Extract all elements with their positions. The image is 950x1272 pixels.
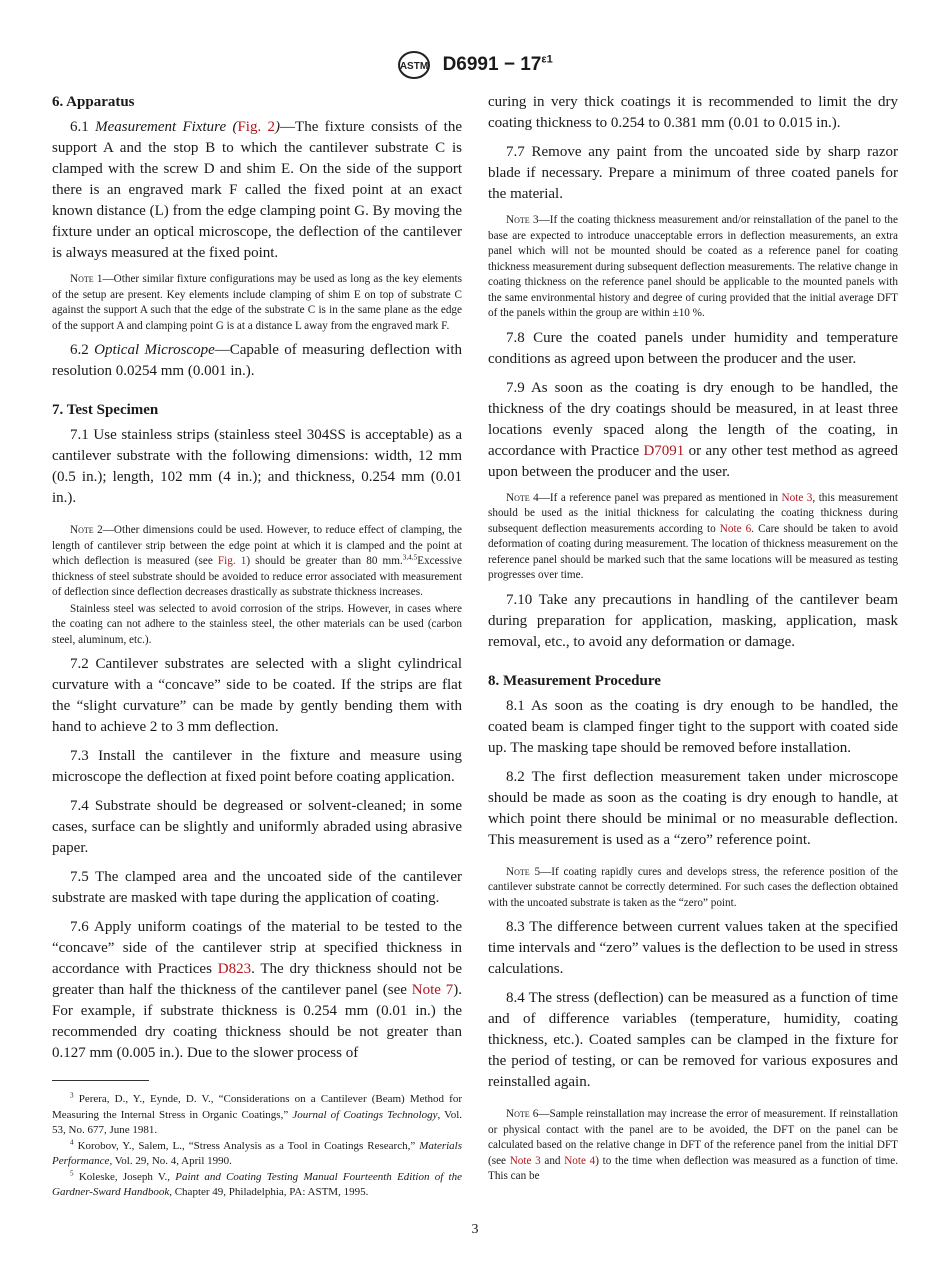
cross-reference-link[interactable]: Note 7 bbox=[411, 982, 454, 998]
paragraph bbox=[52, 117, 462, 264]
paragraph bbox=[52, 867, 462, 909]
cross-reference-link[interactable]: Fig. 2 bbox=[237, 119, 276, 135]
text: 1—Other similar fixture configurations may be used as long as the key elements of the setup are present. Key elements include clamping of shim E on top of substrate C against the support A such that the edge of the substrate C is in the same plane as the edge of the support A and clamping point G is at a distance L away from the engraved mark F. bbox=[52, 273, 462, 332]
heading bbox=[52, 92, 462, 113]
text: 6. Apparatus bbox=[52, 94, 135, 110]
text: Korobov, Y., Salem, L., “Stress Analysis as a Tool in Coatings Research,” bbox=[73, 1139, 420, 1152]
italic-text: Paint and Coating Testing Manual Fourteenth Edition of the Gardner-Sward Handbook bbox=[52, 1170, 462, 1198]
paragraph bbox=[488, 92, 898, 134]
note bbox=[52, 523, 462, 601]
text: 6.1 bbox=[70, 119, 96, 135]
text: 7.3 Install the cantilever in the fixture and measure using microscope the deflection at fixed point before coating application. bbox=[52, 748, 462, 785]
text: 6.2 bbox=[70, 342, 95, 358]
footnote bbox=[52, 1139, 462, 1170]
text: 7.2 Cantilever substrates are selected with a slight cylindrical curvature with a “concave” side to be coated. If the strips are flat the “slight curvature” can be made by gently bending them with hand to achieve 2 to 3 mm deflection. bbox=[52, 656, 462, 735]
text: . The dry thickness should not be greater than half the thickness of the cantilever panel (see bbox=[52, 961, 462, 998]
paragraph bbox=[52, 796, 462, 859]
astm-logo bbox=[397, 50, 431, 80]
cross-reference-link[interactable]: Note 3 bbox=[509, 1154, 541, 1167]
text: , Vol. 29, No. 4, April 1990. bbox=[109, 1155, 232, 1167]
paragraph bbox=[488, 988, 898, 1093]
note-label: Note bbox=[506, 1108, 530, 1120]
note bbox=[488, 865, 898, 912]
designation: D6991 − 17 bbox=[442, 54, 542, 76]
note-label: Note bbox=[506, 865, 530, 878]
cross-reference-link[interactable]: D7091 bbox=[643, 442, 685, 459]
text: 8.1 As soon as the coating is dry enough to be handled, the coated beam is clamped finger tight to the support with coated side up. The masking tape should be removed before installation. bbox=[488, 697, 898, 756]
paragraph bbox=[488, 767, 898, 851]
paragraph bbox=[52, 425, 462, 509]
text: 8.2 The first deflection measurement taken under microscope should be made as soon as the coating is dry enough to handle, at which point there should be minimal or no measurable deflection. This measurement is used as a “zero” reference point. bbox=[488, 768, 898, 848]
text: ). For example, if substrate thickness is 0.254 mm (0.01 in.) the recommended dry coating thickness should be not greater than 0.127 mm (0.005 in.). Due to the slower process of bbox=[52, 982, 462, 1061]
note-label: Note bbox=[506, 491, 530, 504]
text: 7.4 Substrate should be degreased or solvent-cleaned; in some cases, surface can be slightly and uniformly abraded using abrasive paper. bbox=[52, 798, 462, 856]
text: , Chapter 49, Philadelphia, PA: ASTM, 1995. bbox=[169, 1186, 369, 1198]
paragraph bbox=[488, 917, 898, 980]
right-column bbox=[488, 92, 898, 1191]
text: . Care should be taken to avoid deformation of coating during measurement. The location of thickness measurement on the reference panel should be marked such that the same locations will be measured as testing progresses over time. bbox=[488, 522, 898, 581]
text: 7.9 As soon as the coating is dry enough to be handled, the thickness of the dry coatings should be measured, in at least three locations evenly spaced along the length of the coating, in accordance with Practice bbox=[488, 379, 898, 459]
text: 7.6 Apply uniform coatings of the material to be tested to the “concave” side of the cantilever strip at specified thickness in accordance with Practices bbox=[52, 919, 462, 977]
heading bbox=[52, 400, 462, 421]
footnote-divider bbox=[52, 1080, 149, 1081]
cross-reference-link[interactable]: D823 bbox=[217, 961, 252, 977]
text: —The fixture consists of the support A and the stop B to which the cantilever substrate C is clamped with the screw D and shim E. On the side of the support there is an engraved mark F called the fixed point at an exact known distance (L) from the edge clamping point G. By moving the fixture under an optical microscope, the deflection of the cantilever is always measured at the fixed point. bbox=[52, 119, 462, 261]
text: Stainless steel was selected to avoid corrosion of the strips. However, in cases where the coating can not adhere to the stainless steel, the other materials can be used (carbon steel, aluminum, etc.). bbox=[52, 602, 462, 646]
text: 7.10 Take any precautions in handling of the cantilever beam during preparation for application, masking, application, mask removal, etc., to avoid any deformation or damage. bbox=[488, 591, 898, 650]
superscript: 3,4,5 bbox=[402, 553, 418, 562]
text: , this measurement should be used as the initial thickness for calculating the coating thickness during subsequent deflection measurements according to bbox=[488, 491, 899, 535]
text: Excessive thickness of steel substrate should be avoided to reduce error associated with measurement of deflection since deflection decreases drastically as substrate thickness increases. bbox=[52, 555, 462, 598]
cross-reference-link[interactable]: Note 4 bbox=[564, 1154, 596, 1167]
footnote bbox=[52, 1170, 462, 1201]
italic-text: Optical Microscope bbox=[94, 342, 215, 358]
paragraph bbox=[488, 142, 898, 205]
text: or any other test method as agreed upon between the producer and the user. bbox=[488, 442, 898, 480]
note bbox=[488, 213, 898, 322]
text: , Vol. 53, No. 677, June 1981. bbox=[52, 1108, 462, 1136]
paragraph bbox=[488, 378, 898, 483]
italic-text: Materials Performance bbox=[52, 1139, 462, 1167]
text: and bbox=[540, 1154, 565, 1167]
text: curing in very thick coatings it is recommended to limit the dry coating thickness to 0.254 to 0.381 mm (0.01 to 0.015 in.). bbox=[488, 94, 898, 131]
note bbox=[52, 602, 462, 649]
svg-text:ASTM: ASTM bbox=[400, 61, 429, 72]
paragraph bbox=[488, 328, 898, 370]
text: 2—Other dimensions could be used. However, to reduce effect of clamping, the length of cantilever strip between the edge point at which it is clamped and the point at which deflection is measured (see bbox=[52, 524, 462, 567]
text: 7. Test Specimen bbox=[52, 402, 159, 418]
note bbox=[488, 1107, 898, 1185]
text: 6—Sample reinstallation may increase the error of measurement. If reinstallation or physical contact with the panel are to be avoided, the DFT on the panel can be calculated based on the relative change in DFT of the reference panel from the initial DFT (see bbox=[488, 1108, 898, 1167]
superscript: 3 bbox=[70, 1091, 74, 1100]
note-label: Note bbox=[70, 524, 94, 536]
text: 8. Measurement Procedure bbox=[488, 672, 661, 689]
italic-text: ) bbox=[275, 119, 281, 135]
document-header bbox=[0, 50, 950, 80]
text: 8.4 The stress (deflection) can be measured as a function of time and of difference variables (temperature, humidity, coating thickness, etc.). Coated samples can be clamped in the fixture for the period of testing, or can be removed for various exposures and reinstalled again. bbox=[488, 990, 898, 1090]
italic-text: Journal of Coatings Technology bbox=[292, 1108, 438, 1121]
epsilon-superscript: ε1 bbox=[541, 53, 553, 66]
italic-text: Measurement Fixture ( bbox=[95, 119, 238, 135]
paragraph bbox=[52, 654, 462, 738]
note bbox=[52, 272, 462, 334]
text: 7.7 Remove any paint from the uncoated side by sharp razor blade if necessary. Prepare a minimum of three coated panels for the material. bbox=[488, 144, 898, 202]
text: 7.5 The clamped area and the uncoated side of the cantilever substrate are masked with tape during the application of coating. bbox=[52, 869, 462, 906]
paragraph bbox=[488, 696, 898, 759]
footnote bbox=[52, 1092, 462, 1139]
text: —Capable of measuring deflection with resolution 0.0254 mm (0.001 in.). bbox=[52, 342, 463, 379]
page-number: 3 bbox=[471, 1222, 479, 1237]
left-column bbox=[52, 92, 462, 1072]
superscript: 5 bbox=[70, 1168, 74, 1177]
text: 4—If a reference panel was prepared as mentioned in bbox=[529, 491, 782, 504]
text: 7.8 Cure the coated panels under humidity and temperature conditions as agreed upon between the producer and the user. bbox=[488, 329, 898, 367]
text: 3—If the coating thickness measurement and/or reinstallation of the panel to the base are expected to introduce unacceptable errors in deflection measurements, an extra panel which will not be mounted should be coated as a reference panel for coating thickness measurement during subsequent deflection measurements. The relative change in coating thickness on the reference panel should be applicable to the mounted panels with the same environmental history and degree of curing provided that the initial average DFT of the panels within the group are within ±10 %. bbox=[488, 214, 898, 319]
text: 7.1 Use stainless strips (stainless steel 304SS is acceptable) as a cantilever substrate with the following dimensions: width, 12 mm (0.5 in.); length, 102 mm (4 in.); and thickness, 0.254 mm (0.01 in.). bbox=[52, 427, 462, 506]
paragraph bbox=[488, 590, 898, 653]
text: 8.3 The difference between current values taken at the specified time intervals and “zero” values is the deflection to be used in stress calculations. bbox=[488, 919, 898, 977]
cross-reference-link[interactable]: Note 6 bbox=[719, 522, 752, 535]
note bbox=[488, 491, 898, 584]
text: Perera, D., Y., Eynde, D. V., “Considerations on a Cantilever (Beam) Method for Measuring the Internal Stress in Organic Coatings,” bbox=[52, 1093, 462, 1121]
cross-reference-link[interactable]: Fig. 1 bbox=[217, 555, 247, 567]
note-label: Note bbox=[506, 214, 530, 226]
cross-reference-link[interactable]: Note 3 bbox=[781, 491, 813, 504]
paragraph bbox=[52, 917, 462, 1064]
text: 5—If coating rapidly cures and develops stress, the reference position of the cantilever substrate cannot be correctly determined. For such cases the deflection obtained with the uncoated substrate is taken as the “zero” point. bbox=[488, 865, 898, 909]
text: ) to the time when deflection was measured as a function of time. This can be bbox=[488, 1154, 899, 1182]
superscript: 4 bbox=[70, 1137, 74, 1146]
note-label: Note bbox=[70, 273, 94, 285]
heading bbox=[488, 671, 898, 692]
text: Koleske, Joseph V., bbox=[73, 1170, 176, 1183]
paragraph bbox=[52, 746, 462, 788]
text: ) should be greater than 80 mm. bbox=[246, 555, 403, 567]
paragraph bbox=[52, 340, 462, 382]
footnotes bbox=[52, 1092, 462, 1201]
